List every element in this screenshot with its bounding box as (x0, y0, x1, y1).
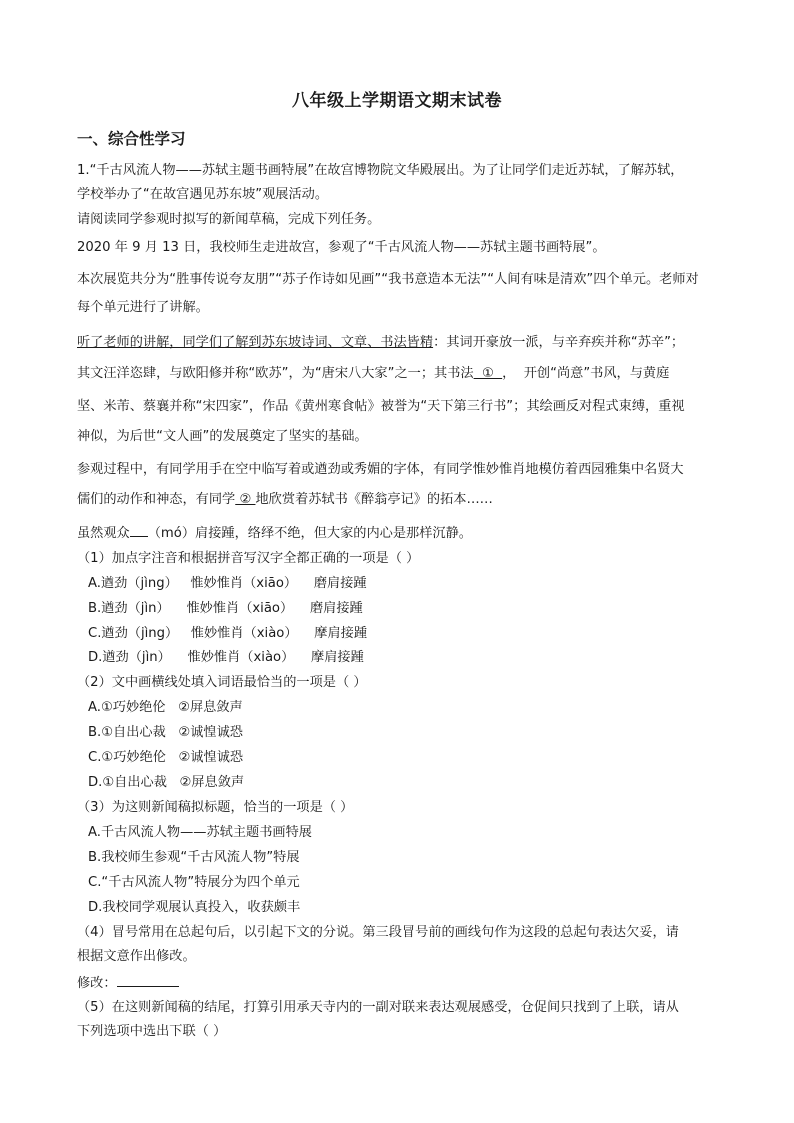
question-intro-line: 学校举办了“在故宫遇见苏东坡”观展活动。 (77, 187, 329, 202)
option-a[interactable]: A.千古风流人物——苏轼主题书画特展 (88, 825, 312, 840)
answer-blank[interactable] (117, 972, 179, 987)
question-intro-line: 1.“千古风流人物——苏轼主题书画特展”在故宫博物院文华殿展出。为了让同学们走近苏轼，了解苏轼， (77, 163, 684, 178)
paragraph-text: 其文汪洋恣肆，与欧阳修并称“欧苏”，为“唐宋八大家”之一；其书法 (77, 366, 474, 381)
paragraph-text: （mó）肩接踵，络绎不绝，但大家的内心是那样沉静。 (147, 526, 472, 541)
option-d[interactable]: D.我校同学观展认真投入，收获颇丰 (88, 900, 301, 915)
sub-question-4-stem: 根据文意作出修改。 (77, 949, 196, 964)
option-b[interactable]: B.我校师生参观“千古风流人物”特展 (88, 850, 300, 865)
news-paragraph-3: 坚、米芾、蔡襄并称“宋四家”，作品《黄州寒食帖》被誉为“天下第三行书”；其绘画反对程式束缚，重视 (77, 399, 685, 414)
option-a[interactable]: A.遒劲（jìng） 惟妙惟肖（xiāo） 磨肩接踵 (88, 576, 367, 591)
option-c[interactable]: C.“千古风流人物”特展分为四个单元 (88, 875, 300, 890)
sub-question-1-stem: （1）加点字注音和根据拼音写汉字全都正确的一项是（ ） (77, 551, 420, 566)
option-a[interactable]: A.①巧妙绝伦 ②屏息敛声 (88, 700, 243, 715)
news-paragraph-5 (77, 522, 722, 544)
paragraph-text: 儒们的动作和神态，有同学 (77, 492, 236, 507)
news-paragraph-1: 2020 年 9 月 13 日，我校师生走进故宫，参观了“千古风流人物——苏轼主题书画特展”。 (77, 240, 606, 255)
paragraph-text: ：其词开豪放一派，与辛弃疾并称“苏辛”； (433, 335, 685, 350)
page-title: 八年级上学期语文期末试卷 (292, 91, 502, 111)
paragraph-text: 虽然观众 (77, 526, 130, 541)
option-c[interactable]: C.遒劲（jìng） 惟妙惟肖（xiào） 摩肩接踵 (88, 626, 368, 641)
paragraph-text: 地欣赏着苏轼书《醉翁亭记》的拓本…… (255, 492, 493, 507)
news-paragraph-2: 本次展览共分为“胜事传说夸友朋”“苏子作诗如见画”“我书意造本无法”“人间有味是清欢”四个单元。老师对 (77, 272, 699, 287)
fill-blank-1[interactable]: ① (473, 366, 503, 381)
sub-question-3-stem: （3）为这则新闻稿拟标题，恰当的一项是（ ） (77, 800, 354, 815)
fill-blank-2[interactable]: ② (235, 492, 256, 507)
news-paragraph-3: 神似，为后世“文人画”的发展奠定了坚实的基础。 (77, 429, 368, 444)
sub-question-5-stem: （5）在这则新闻稿的结尾，打算引用承天寺内的一副对联来表达观展感受，仓促间只找到了上联，请从 (77, 1000, 679, 1015)
news-paragraph-3 (77, 364, 722, 384)
answer-label: 修改： (77, 976, 117, 991)
sub-question-5-stem: 下列选项中选出下联（ ） (77, 1024, 227, 1039)
option-d[interactable]: D.①自出心裁 ②屏息敛声 (88, 775, 245, 790)
news-paragraph-4: 参观过程中，有同学用手在空中临写着或遒劲或秀媚的字体，有同学惟妙惟肖地模仿着西园雅集中名贤大 (77, 462, 684, 477)
option-c[interactable]: C.①巧妙绝伦 ②诚惶诚恐 (88, 750, 244, 765)
news-paragraph-4 (77, 490, 722, 510)
news-paragraph-3 (77, 333, 722, 353)
option-d[interactable]: D.遒劲（jìn） 惟妙惟肖（xiào） 摩肩接踵 (88, 650, 364, 665)
section-heading: 一、综合性学习 (77, 130, 186, 148)
option-b[interactable]: B.①自出心裁 ②诚惶诚恐 (88, 725, 243, 740)
underlined-topic-sentence: 听了老师的讲解，同学们了解到苏东坡诗词、文章、书法皆精 (77, 335, 434, 350)
news-paragraph-2: 每个单元进行了讲解。 (77, 300, 209, 315)
answer-line (77, 972, 722, 994)
paragraph-text: ， 开创“尚意”书风，与黄庭 (502, 366, 670, 381)
pinyin-blank[interactable] (130, 522, 148, 537)
option-b[interactable]: B.遒劲（jìn） 惟妙惟肖（xiāo） 磨肩接踵 (88, 601, 363, 616)
question-intro-line: 请阅读同学参观时拟写的新闻草稿，完成下列任务。 (77, 212, 381, 227)
sub-question-2-stem: （2）文中画横线处填入词语最恰当的一项是（ ） (77, 675, 367, 690)
sub-question-4-stem: （4）冒号常用在总起句后，以引起下文的分说。第三段冒号前的画线句作为这段的总起句表达欠妥，请 (77, 925, 679, 940)
